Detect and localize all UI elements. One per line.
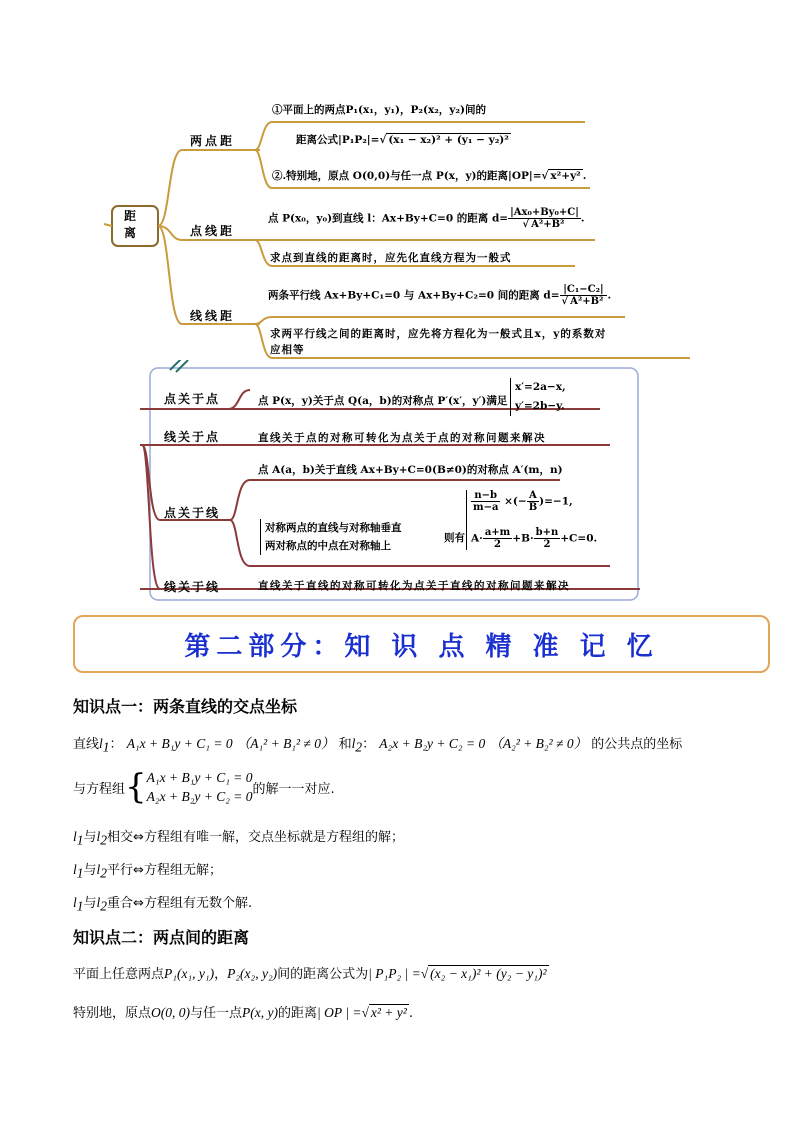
with: 与 <box>83 830 97 845</box>
branch-line-point: 线关于点 <box>164 430 221 444</box>
eq2-frac1 <box>483 527 512 550</box>
point-line-frac: $\frac{\text{|Ax₀+By₀+C|}}{\text{√ A²+B²}}$ <box>510 207 579 230</box>
eq1-rhs: =−1, <box>544 495 573 508</box>
frac-num: |C₁−C₂| <box>560 284 608 296</box>
kp1-case-parallel <box>73 859 222 882</box>
point-line-sym-text: 点 A(a，b)关于直线 Ax+By+C=0(B≠0)的对称点 A′(m，n) <box>258 464 563 476</box>
eq-l1: A₁x + B₁y + C₁ = 0 <box>126 736 233 751</box>
system-eq1: A₁x + B₁y + C₁ = 0 <box>146 770 253 785</box>
eq1-den: m−a <box>473 502 499 513</box>
kp1-line2-a: 与方程组 <box>73 781 126 797</box>
kp2-line2-b: 与任一点 <box>190 1006 243 1021</box>
l2-sub: 2 <box>100 832 108 848</box>
kp1-line1-end: 的公共点的坐标 <box>591 737 683 752</box>
line-line-text: 两条平行线 Ax+By+C₁=0 与 Ax+By+C₂=0 间的距离 d= <box>268 289 560 302</box>
two-point-item2: ②.特别地，原点 O(0,0)与任一点 P(x，y)的距离|OP|=√ x²+y² . <box>272 170 587 182</box>
two-point-item1 <box>272 102 486 117</box>
l2: l <box>96 895 101 910</box>
kp1-case-coincide <box>73 892 252 915</box>
eq2-num1: a+m <box>484 527 511 538</box>
line-line-formula <box>268 284 611 307</box>
cond1: 对称两点的直线与对称轴垂直 <box>265 522 402 534</box>
eq1-minus: − <box>517 495 527 508</box>
l1: l <box>73 862 77 877</box>
cond-l2: （A₂² + B₂² ≠ 0） <box>489 736 588 751</box>
kp2-line2-c: 的距离 <box>278 1006 318 1021</box>
case3-text: 重合⇔方程组有无数个解. <box>107 896 253 911</box>
eq1-num: n−b <box>471 490 500 502</box>
eq2-den2: 2 <box>543 539 551 550</box>
item1-points: P₁(x₁，y₁)，P₂(x₂，y₂)间的 <box>345 104 486 116</box>
note-line2: 应相等 <box>270 344 305 356</box>
formula-label: 距离公式|P₁P₂|= <box>296 134 380 146</box>
frac-den: A²+B² <box>531 219 565 230</box>
l1: l <box>73 895 77 910</box>
mindmap-distance-lines <box>0 0 794 380</box>
eq2-frac2 <box>534 527 561 550</box>
eq-l2: A₂x + B₂y + C₂ = 0 <box>379 736 486 751</box>
root-node-distance <box>124 208 139 242</box>
point-p1: P₁(x₁, y₁) <box>164 966 215 981</box>
point-line-end: . <box>580 212 585 225</box>
formula-sqrt: (x₁ − x₂)² + (y₁ − y₂)² <box>388 134 509 146</box>
kp2-title: 知识点二：两点间的距离 <box>73 928 250 947</box>
cond2: 两对称点的中点在对称轴上 <box>265 540 391 552</box>
eq1-inner-den: B <box>528 502 538 513</box>
root-char-1: 距 <box>124 209 140 223</box>
eq1-inner-num: A <box>527 490 539 502</box>
line-point-text: 直线关于点的对称可转化为点关于点的对称问题来解决 <box>258 432 546 444</box>
item1-prefix: ①平面上的两点 <box>272 104 346 116</box>
l2-sub: 2 <box>100 865 108 881</box>
item2-sqrt: x²+y² <box>550 170 581 182</box>
kp2-line1-b: 间的距离公式为 <box>277 967 369 982</box>
kp1-title: 知识点一：两条直线的交点坐标 <box>73 697 298 716</box>
point-line-system: $\frac{n-b}{m-a}$ ×(− $\frac{A}{B}$ )=−1, A· $\frac{a+m}{2}$ +B· $\frac{b+n}{2}$ +C=0. <box>466 490 597 550</box>
point-line-conditions <box>260 519 402 555</box>
kp2-line2-end: . <box>408 1006 413 1021</box>
kp1-line1-a: 直线 <box>73 737 100 752</box>
branch-line-line: 线线距 <box>190 309 236 323</box>
system-brace: { <box>125 767 147 807</box>
branch-point-point: 点关于点 <box>164 392 221 406</box>
point-p: P(x, y) <box>242 1005 279 1020</box>
l2-symbol: l <box>351 736 356 751</box>
l2-sub: 2 <box>100 898 108 914</box>
formula2-lhs: | OP | = <box>317 1005 362 1020</box>
eq1: x′=2a−x, <box>515 381 566 393</box>
and-word: 和 <box>338 737 352 752</box>
section-banner <box>73 615 770 673</box>
branch-line-line-sym: 线关于线 <box>164 580 221 594</box>
colon-2: ： <box>362 737 376 752</box>
point-point-text: 点 P(x，y)关于点 Q(a，b)的对称点 P′(x′，y′)满足 <box>258 395 508 407</box>
kp1-line2-end: 的解一一对应. <box>252 781 335 797</box>
item2-text: ②.特别地，原点 O(0,0)与任一点 P(x，y)的距离|OP|= <box>272 170 542 182</box>
with: 与 <box>83 863 97 878</box>
l1-sub: 1 <box>76 832 84 848</box>
frac-den: A²+B² <box>570 296 604 307</box>
eq1-inner-frac <box>527 490 539 513</box>
eq2-num2: b+n <box>535 527 559 538</box>
formula2-sqrt: x² + y² <box>370 1005 407 1020</box>
eq2-rhs: +C=0. <box>560 532 598 545</box>
formula1-lhs: | P₁P₂ | = <box>368 966 421 981</box>
line-line-sym-text: 直线关于直线的对称可转化为点关于直线的对称问题来解决 <box>258 580 570 592</box>
kp1-case-intersect <box>73 826 404 849</box>
kp2-line2-a: 特别地，原点 <box>73 1006 152 1021</box>
formula1-sqrt: (x₂ − x₁)² + (y₂ − y₁)² <box>430 966 547 981</box>
branch-point-line-sym: 点关于线 <box>164 506 221 520</box>
point-line-note: 求点到直线的距离时，应先化直线方程为一般式 <box>270 252 512 264</box>
kp2-line1: 平面上任意两点P₁(x₁, y₁)，P₂(x₂, y₂)间的距离公式为| P₁P₂ | =√ (x₂ − x₁)² + (y₂ − y₁)² <box>73 966 547 982</box>
branch-point-line: 点线距 <box>190 224 236 238</box>
branch-two-point: 两点距 <box>190 134 236 148</box>
eq2-mid: +B· <box>512 532 534 545</box>
l1-sub: 1 <box>76 865 84 881</box>
kp2-line2: 特别地，原点O(0, 0)与任一点P(x, y)的距离| OP | =√ x² + y² . <box>73 1005 413 1021</box>
frac-num: |Ax₀+By₀+C| <box>510 207 579 218</box>
then-label: 则有 <box>444 532 465 544</box>
l2: l <box>96 829 101 844</box>
system-eq2: A₂x + B₂y + C₂ = 0 <box>146 789 253 804</box>
case1-text: 相交⇔方程组有唯一解，交点坐标就是方程组的解； <box>107 830 404 845</box>
eq1-times: × <box>504 495 513 508</box>
root-char-2: 离 <box>124 226 140 240</box>
eq2-den1: 2 <box>494 539 502 550</box>
kp1-line2 <box>73 768 335 806</box>
l2-sub: 2 <box>355 739 363 755</box>
comma: ， <box>214 967 228 982</box>
point-p2: P₂(x₂, y₂) <box>227 966 278 981</box>
l1: l <box>73 829 77 844</box>
with: 与 <box>83 896 97 911</box>
point-point-system <box>510 378 566 416</box>
two-point-formula: 距离公式|P₁P₂|=√ (x₁ − x₂)² + (y₁ − y₂)² <box>296 134 509 146</box>
line-line-end: . <box>607 289 612 302</box>
item2-end: . <box>582 170 587 182</box>
eq1-frac <box>471 490 500 513</box>
kp1-line1 <box>73 732 682 756</box>
cond-l1: （A₁² + B₁² ≠ 0） <box>236 736 335 751</box>
line-line-frac: $\frac{\text{|C₁−C₂|}}{\text{√ A²+B²}}$ <box>560 284 608 307</box>
point-line-formula <box>268 207 585 230</box>
eq2: y′=2b−y. <box>515 400 565 412</box>
origin-o: O(0, 0) <box>151 1005 191 1020</box>
eq2-a: A· <box>471 532 483 545</box>
line-line-note <box>270 326 606 358</box>
l2: l <box>96 862 101 877</box>
l1-sub: 1 <box>102 739 110 755</box>
kp2-line1-a: 平面上任意两点 <box>73 967 165 982</box>
l1-symbol: l <box>99 736 103 751</box>
point-line-text: 点 P(x₀，y₀)到直线 l：Ax+By+C=0 的距离 d= <box>268 212 509 225</box>
l1-sub: 1 <box>76 898 84 914</box>
banner-title: 第二部分：知 识 点 精 准 记 忆 <box>184 631 659 662</box>
colon: ： <box>109 737 123 752</box>
note-line1: 求两平行线之间的距离时，应先将方程化为一般式且x，y的系数对 <box>270 328 607 340</box>
case2-text: 平行⇔方程组无解； <box>107 863 222 878</box>
